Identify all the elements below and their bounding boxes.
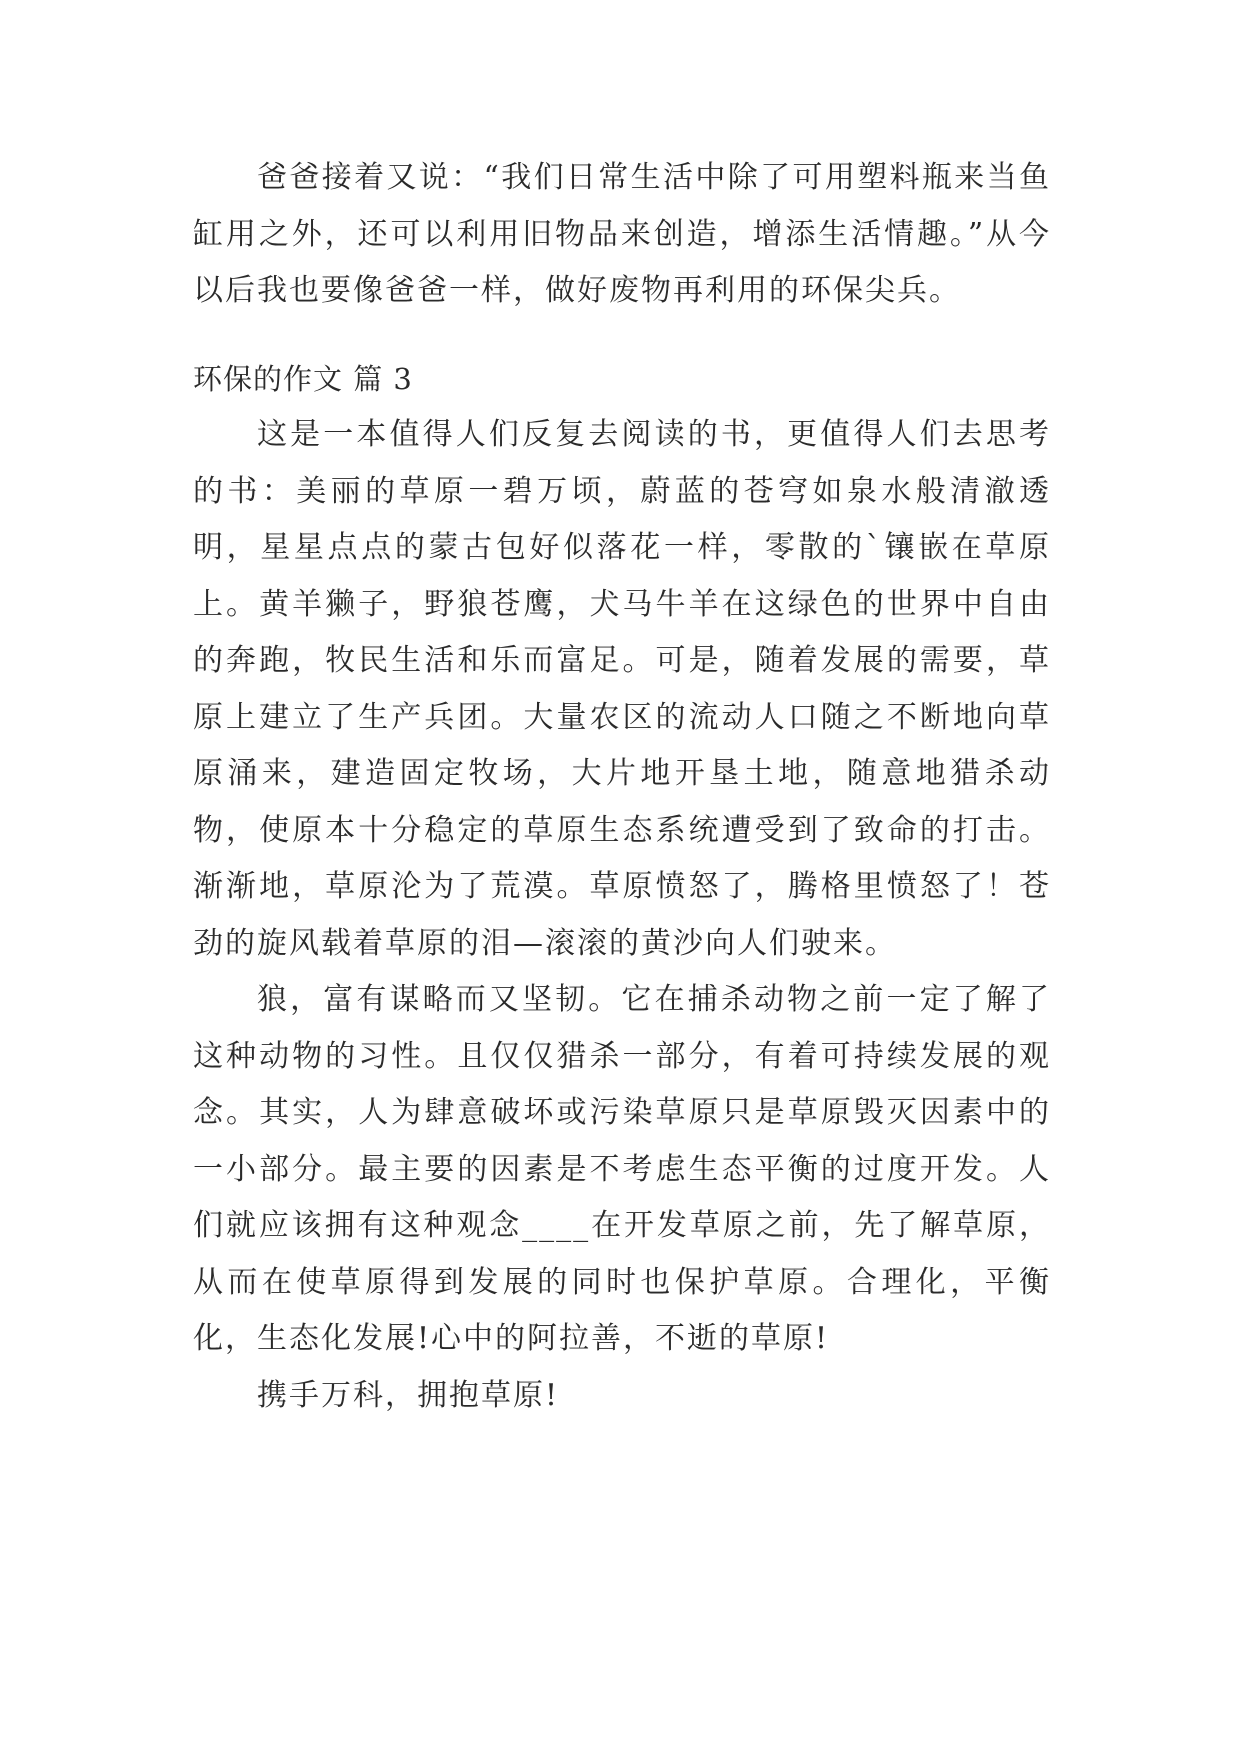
essay-paragraph-3: 携手万科，拥抱草原! [257, 1377, 560, 1413]
intro-paragraph: 爸爸接着又说：“我们日常生活中除了可用塑料瓶来当鱼缸用之外，还可以利用旧物品来创造，增添生活情趣。”从今以后我也要像爸爸一样，做好废物再利用的环保尖兵。 [193, 160, 1051, 308]
intro-section [193, 150, 1051, 320]
essay-paragraph-2: 狼，富有谋略而又坚韧。它在捕杀动物之前一定了解了这种动物的习性。且仅仅猎杀一部分，有着可持续发展的观念。其实，人为肆意破坏或污染草原只是草原毁灭因素中的一小部分。最主要的因素是不考虑生态平衡的过度开发。人们就应该拥有这种观念____在开发草原之前，先了解草原，从而在使草原得到发展的同时也保护草原。合理化，平衡化，生态化发展!心中的阿拉善，不逝的草原! [193, 982, 1051, 1356]
section-heading: 环保的作文 篇 3 [193, 362, 413, 396]
essay-paragraph-1: 这是一本值得人们反复去阅读的书，更值得人们去思考的书：美丽的草原一碧万顷，蔚蓝的苍穹如泉水般清澈透明，星星点点的蒙古包好似落花一样，零散的`镶嵌在草原上。黄羊獭子，野狼苍鹰，犬马牛羊在这绿色的世界中自由的奔跑，牧民生活和乐而富足。可是，随着发展的需要，草原上建立了生产兵团。大量农区的流动人口随之不断地向草原涌来，建造固定牧场，大片地开垦土地，随意地猎杀动物，使原本十分稳定的草原生态系统遭受到了致命的打击。渐渐地，草原沦为了荒漠。草原愤怒了，腾格里愤怒了！苍劲的旋风载着草原的泪—滚滚的黄沙向人们驶来。 [193, 417, 1051, 961]
essay-section [193, 351, 1051, 1424]
